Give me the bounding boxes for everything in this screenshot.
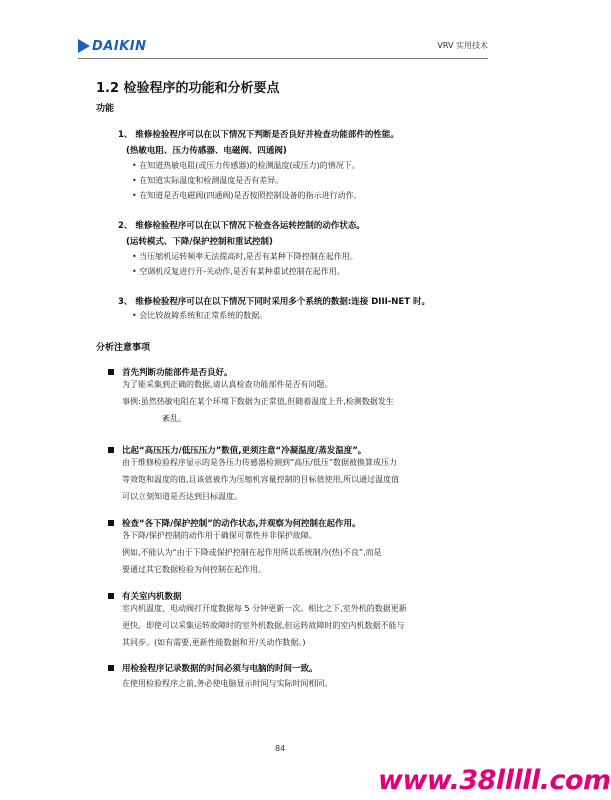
analysis-line: 紊乱。 [162, 414, 186, 423]
function-item-2-title: 2、 维修检验程序可以在以下情况下检查各运转控制的动作状态。 [118, 221, 365, 231]
functions-heading: 功能 [96, 104, 115, 114]
analysis-line: 要通过其它数据检验为何控制在起作用。 [122, 565, 266, 574]
analysis-point-title: 有关室内机数据 [122, 592, 182, 602]
analysis-line: 各下降/保护控制的动作用于确保可靠性并非保护故障。 [122, 531, 317, 540]
square-bullet-icon [108, 369, 114, 375]
analysis-point-body [122, 527, 492, 578]
analysis-point-body [122, 675, 492, 692]
analysis-point-title: 首先判断功能部件是否良好。 [122, 368, 233, 378]
function-item-2-bullet: • 当压缩机运转频率无法提高时,是否有某种下降控制在起作用。 [132, 252, 358, 261]
square-bullet-icon [108, 665, 114, 671]
function-item-1-bullet: • 在知道是否电磁阀(四通阀)是否按照控制设备的指示进行动作。 [132, 191, 362, 200]
section-title: 1.2 检验程序的功能和分析要点 [96, 81, 280, 96]
square-bullet-icon [108, 593, 114, 599]
function-item-2-bullet: • 空调机反复进行开-关动作,是否有某种重试控制在起作用。 [132, 267, 345, 276]
analysis-line: 室内机温度、电动阀打开度数据每 5 分钟更新一次。相比之下,室外机的数据更新 [122, 604, 407, 613]
analysis-line: 在使用检验程序之前,务必使电脑显示时间与实际时间相同。 [122, 679, 333, 688]
analysis-line: 事例:虽然热敏电阻在某个环境下数据为正常值,但随着温度上升,检测数据发生 [122, 397, 394, 406]
header-label: VRV 实用技术 [437, 41, 488, 50]
analysis-line: 其同步。(如有需要,更新性能数据和开/关动作数据。) [122, 638, 306, 647]
analysis-line: 更快。即使可以采集运转故障时的室外机数据,但运转故障时的室内机数据不能与 [122, 621, 405, 630]
analysis-point-title: 比起“高压压力/低压压力”数值,更须注意“冷凝温度/蒸发温度”。 [122, 446, 367, 456]
analysis-point-title: 用检验程序记录数据的时间必须与电脑的时间一致。 [122, 664, 318, 674]
function-item-1-bullet: • 在知道实际温度和检测温度是否有差异。 [132, 176, 284, 185]
function-item-1-sub: (热敏电阻、压力传感器、电磁阀、四通阀) [126, 146, 287, 156]
analysis-line: 为了能采集到正确的数据,请认真检查功能部件是否有问题。 [122, 380, 333, 389]
page-header [78, 36, 488, 59]
analysis-point-title: 检查“各下降/保护控制”的动作状态,并观察为何控制在起作用。 [122, 519, 361, 529]
function-item-1-title: 1、 维修检验程序可以在以下情况下判断是否良好并检查功能部件的性能。 [118, 130, 399, 140]
analysis-line: 由于维修检验程序显示的是各压力传感器检测到“高压/低压”数据被换算成压力 [122, 458, 397, 467]
analysis-line: 例如,不能认为“由于下降或保护控制在起作用所以系统制冷(热)不良”,而是 [122, 548, 382, 557]
analysis-point-body [122, 376, 492, 427]
square-bullet-icon [108, 520, 114, 526]
function-item-3-title: 3、 维修检验程序可以在以下情况下同时采用多个系统的数据:连接 DIII-NET 时。 [118, 297, 430, 307]
watermark-url: www.38lllll.com [378, 765, 611, 796]
function-item-1-bullet: • 在知道热敏电阻(或压力传感器)的检测温度(或压力)的情况下。 [132, 161, 360, 170]
analysis-line: 可以立刻知道是否达到目标温度。 [122, 492, 242, 501]
analysis-heading: 分析注意事项 [96, 343, 151, 353]
analysis-line: 等效饱和温度的值,且该值被作为压缩机容量控制的目标值使用,所以通过温度值 [122, 475, 400, 484]
function-item-3-bullet: • 会比较故障系统和正常系统的数据。 [132, 311, 268, 320]
daikin-logo-icon [78, 39, 90, 53]
logo-text: DAIKIN [92, 38, 147, 54]
analysis-point-body [122, 600, 492, 651]
page-number: 84 [275, 744, 286, 753]
analysis-point-body [122, 454, 492, 505]
square-bullet-icon [108, 447, 114, 453]
daikin-logo [78, 38, 146, 54]
function-item-2-sub: (运转模式、下降/保护控制和重试控制) [126, 237, 273, 247]
